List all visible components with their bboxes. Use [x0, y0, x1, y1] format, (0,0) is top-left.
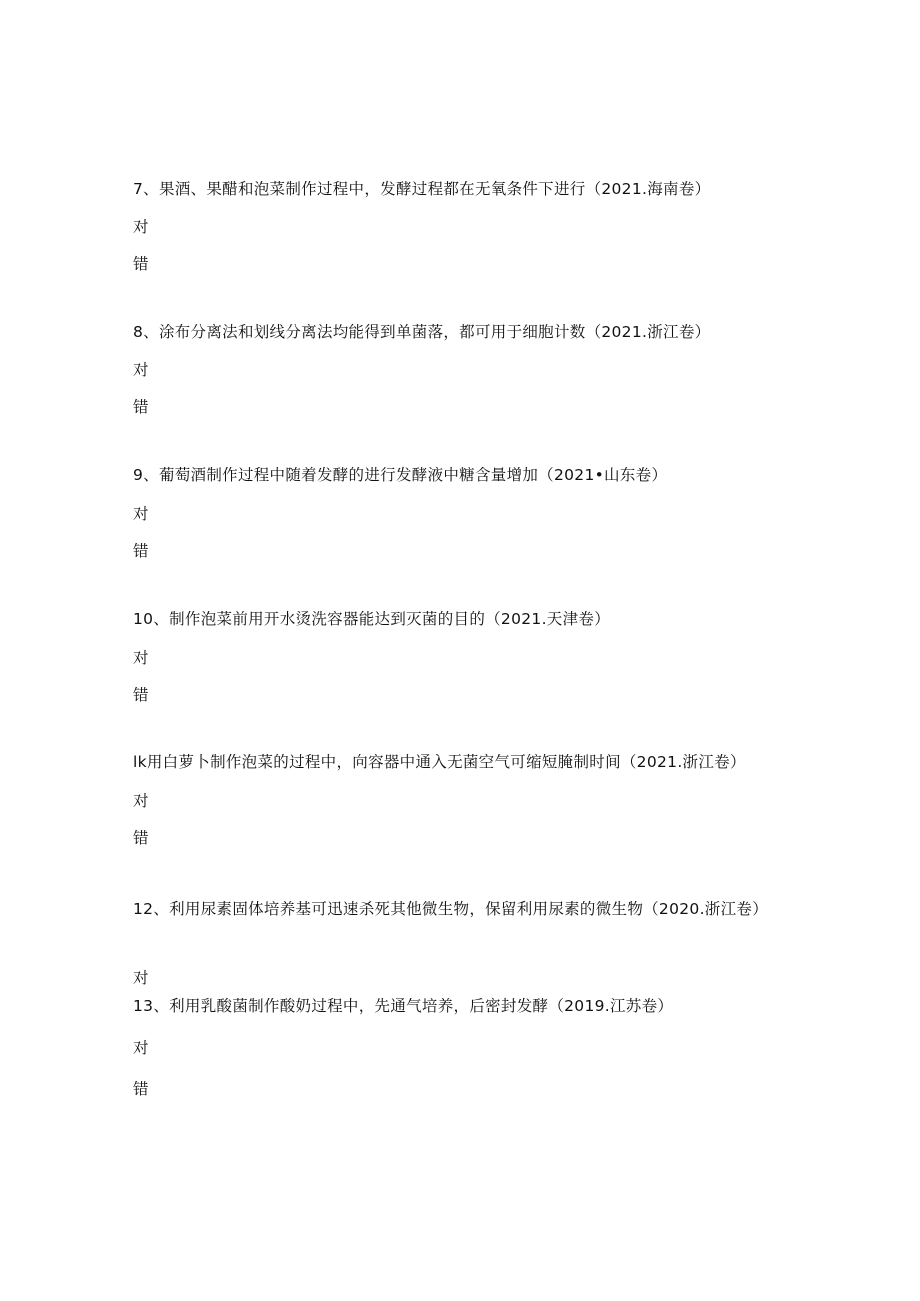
question-stem: 9、葡萄酒制作过程中随着发酵的进行发酵液中糖含量增加（2021•山东卷） [133, 466, 668, 484]
question-stem: 13、利用乳酸菌制作酸奶过程中，先通气培养，后密封发酵（2019.江苏卷） [133, 997, 674, 1015]
option-true[interactable]: 对 [133, 649, 149, 667]
question-stem: 10、制作泡菜前用开水烫洗容器能达到灭菌的目的（2021.天津卷） [133, 610, 610, 628]
question-stem: 12、利用尿素固体培养基可迅速杀死其他微生物，保留利用尿素的微生物（2020.浙江卷） [133, 900, 768, 918]
option-true[interactable]: 对 [133, 792, 149, 810]
question-9 [133, 462, 783, 560]
option-false[interactable]: 错 [133, 542, 149, 560]
question-stem: lk用白萝卜制作泡菜的过程中，向容器中通入无菌空气可缩短腌制时间（2021.浙江卷） [133, 753, 746, 771]
option-false[interactable]: 错 [133, 1080, 149, 1098]
question-stem: 8、涂布分离法和划线分离法均能得到单菌落，都可用于细胞计数（2021.浙江卷） [133, 323, 711, 341]
option-true[interactable]: 对 [133, 505, 149, 523]
option-false[interactable]: 错 [133, 398, 149, 416]
question-8 [133, 319, 783, 416]
option-false[interactable]: 错 [133, 255, 149, 273]
question-11 [133, 749, 783, 847]
option-true[interactable]: 对 [133, 361, 149, 379]
option-true[interactable]: 对 [133, 218, 149, 236]
question-7 [133, 176, 783, 273]
option-false[interactable]: 错 [133, 829, 149, 847]
question-12 [133, 894, 778, 987]
option-false[interactable]: 错 [133, 686, 149, 704]
question-stem: 7、果酒、果醋和泡菜制作过程中，发酵过程都在无氧条件下进行（2021.海南卷） [133, 180, 711, 198]
question-13 [133, 993, 783, 1098]
option-true[interactable]: 对 [133, 969, 149, 987]
question-10 [133, 606, 783, 704]
option-true[interactable]: 对 [133, 1039, 149, 1057]
